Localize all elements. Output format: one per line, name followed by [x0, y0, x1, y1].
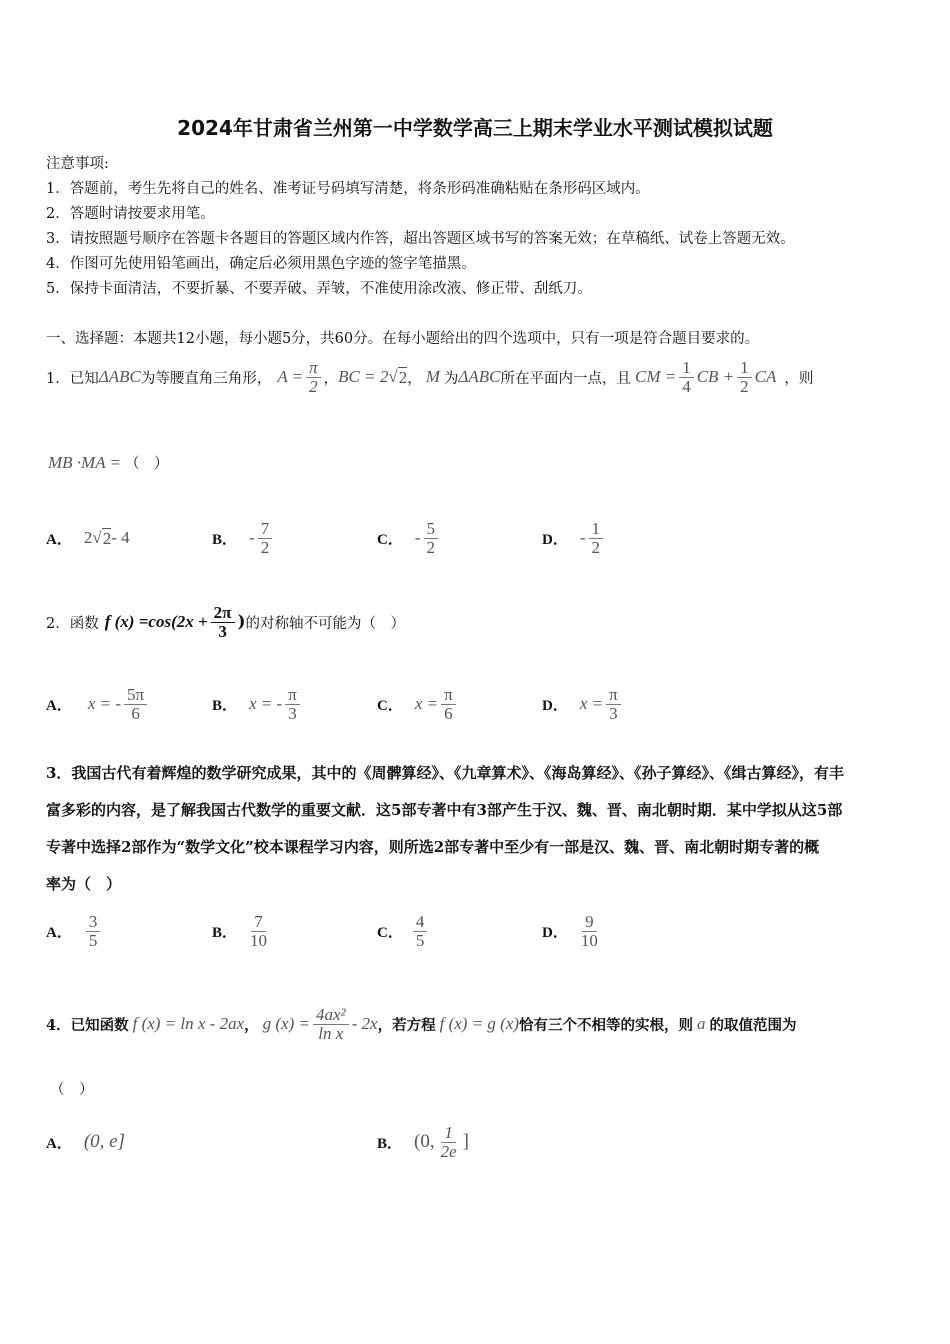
fraction-denominator: 3	[609, 703, 618, 723]
q4-text: 恰有三个不相等的实根，则	[519, 1016, 694, 1034]
q1-vector-cm: CM =	[634, 367, 677, 386]
q4-equation: f (x) = g (x)	[439, 1014, 520, 1033]
fraction-numerator: 9	[582, 913, 597, 932]
question-1-stem	[46, 352, 813, 402]
fraction-denominator: 6	[131, 703, 140, 723]
section-heading: 一、选择题：本题共12小题，每小题5分，共60分。在每小题给出的四个选项中，只有一项是符合题目要求的。	[46, 331, 760, 347]
option-lhs: x =	[414, 694, 439, 713]
option-a[interactable]	[46, 905, 103, 957]
option-label: A．	[46, 697, 72, 714]
q1-point: M	[425, 367, 440, 386]
fraction-numerator: π	[306, 359, 321, 378]
option-value: ]	[462, 1131, 469, 1152]
option-fraction	[86, 913, 101, 950]
q1-text: ，	[407, 370, 422, 387]
option-d[interactable]	[542, 905, 604, 957]
option-b[interactable]	[212, 678, 303, 730]
fraction-denominator: 2	[260, 537, 270, 557]
sqrt-symbol: √	[92, 528, 102, 547]
option-label: B．	[212, 697, 238, 714]
option-c[interactable]	[377, 905, 430, 957]
fraction-numerator: 5	[424, 520, 439, 539]
fraction-denominator: 4	[682, 376, 691, 396]
option-lhs: x =	[579, 694, 604, 713]
fraction-numerator: 4	[413, 913, 428, 932]
note-item: 2．答题时请按要求用笔。	[46, 206, 215, 222]
fraction-denominator: 2	[740, 376, 749, 396]
option-sign: -	[579, 528, 586, 547]
option-fraction	[441, 686, 456, 723]
option-b[interactable]	[212, 512, 275, 564]
fraction-numerator: 1	[679, 359, 694, 378]
note-item: 3．请按照题号顺序在答题卡各题目的答题区域内作答，超出答题区域书写的答案无效；在草稿纸、试卷上答题无效。	[46, 231, 795, 247]
option-label: D．	[542, 697, 568, 714]
fraction-denominator: 3	[218, 621, 227, 641]
option-label: C．	[377, 697, 403, 714]
q1-vector-cb: CB +	[696, 367, 735, 386]
option-fraction	[124, 686, 147, 723]
q4-fraction	[313, 1006, 349, 1043]
fraction-denominator: ln x	[318, 1023, 344, 1043]
q1-angle-lhs: A =	[277, 367, 304, 386]
fraction-numerator: 5π	[124, 686, 147, 705]
fraction-denominator: 5	[415, 930, 425, 950]
question-3-line: 专著中选择2部作为“数学文化”校本课程学习内容，则所选2部专著中至少有一部是汉、魏、晋、南北朝时期专著的概	[46, 838, 820, 856]
option-fraction	[589, 520, 604, 557]
option-sign: -	[249, 528, 255, 547]
fraction-numerator: 2π	[211, 604, 235, 623]
q4-parameter: a	[697, 1014, 706, 1033]
q2-function: f (x) =cos(2x +	[104, 612, 208, 631]
q4-text: ，若方程	[377, 1016, 436, 1034]
option-c[interactable]	[377, 678, 459, 730]
option-a[interactable]	[46, 678, 150, 730]
fraction-numerator: π	[441, 686, 456, 705]
q4-text: 的取值范围为	[709, 1016, 797, 1034]
q2-text: 的对称轴不可能为（ ）	[245, 615, 406, 632]
q1-angle-fraction	[306, 359, 321, 396]
note-item: 5．保持卡面清洁，不要折暴、不要弄破、弄皱，不准使用涂改液、修正带、刮纸刀。	[46, 281, 592, 297]
option-lhs: x = -	[87, 694, 122, 713]
option-value: (0,	[414, 1131, 435, 1152]
option-fraction	[438, 1124, 460, 1161]
option-fraction	[285, 686, 300, 723]
option-value: 2	[102, 528, 112, 548]
question-2-stem	[46, 596, 405, 648]
option-label: A．	[46, 924, 72, 941]
fraction-numerator: 1	[737, 359, 752, 378]
q1-fraction	[679, 359, 694, 396]
option-lhs: x = -	[249, 694, 283, 713]
q1-text: 1．已知	[46, 370, 99, 387]
fraction-denominator: 2	[426, 537, 436, 557]
option-label: B．	[212, 531, 238, 548]
q1-text: 所在平面内一点，且	[500, 370, 631, 387]
option-d[interactable]	[542, 678, 624, 730]
option-c[interactable]	[377, 512, 441, 564]
q2-fraction	[211, 604, 235, 641]
note-item: 4．作图可先使用铅笔画出，确定后必须用黑色字迹的签字笔描黑。	[46, 256, 476, 272]
option-label: B．	[212, 924, 238, 941]
note-item: 1．答题前，考生先将自己的姓名、准考证号码填写清楚，将条形码准确粘贴在条形码区域内。	[46, 181, 650, 197]
q3-options	[46, 905, 906, 957]
q1-text: ，则	[784, 370, 814, 387]
option-value: - 4	[111, 528, 130, 547]
q1-triangle: ΔABC	[458, 367, 501, 386]
q4-function-g-tail: - 2x	[351, 1014, 378, 1033]
option-b[interactable]	[377, 1114, 469, 1170]
answer-paren: （ ）	[125, 456, 169, 472]
option-fraction	[413, 913, 428, 950]
q4-text: ，	[244, 1016, 259, 1034]
option-value: 2	[83, 528, 93, 547]
q2-options	[46, 678, 906, 730]
fraction-denominator: 3	[288, 703, 297, 723]
q1-bc: BC = 2	[338, 367, 389, 386]
q4-options	[46, 1114, 906, 1170]
q1-fraction	[737, 359, 752, 396]
option-fraction	[258, 520, 273, 557]
sqrt-symbol: √	[388, 367, 398, 386]
fraction-numerator: 1	[589, 520, 604, 539]
q1-triangle: ΔABC	[98, 367, 141, 386]
option-value: (0, e]	[83, 1131, 125, 1152]
option-fraction	[606, 686, 621, 723]
q2-close-paren: )	[237, 612, 246, 632]
option-b[interactable]	[212, 905, 273, 957]
option-label: D．	[542, 531, 568, 548]
page-title: 2024年甘肃省兰州第一中学数学高三上期末学业水平测试模拟试题	[177, 116, 773, 140]
fraction-numerator: 4ax²	[313, 1006, 349, 1025]
q4-function-f: f (x) = ln x - 2ax	[132, 1014, 245, 1033]
question-3-line: 率为（ ）	[46, 875, 122, 893]
fraction-denominator: 6	[444, 703, 453, 723]
option-label: A．	[46, 1135, 72, 1152]
fraction-numerator: π	[606, 686, 621, 705]
q1-options	[46, 512, 906, 564]
option-fraction	[247, 913, 270, 950]
notes-heading: 注意事项:	[46, 156, 109, 172]
option-label: B．	[377, 1135, 403, 1152]
q4-function-g: g (x) =	[262, 1014, 310, 1033]
answer-paren: （ ）	[50, 1082, 94, 1098]
fraction-denominator: 5	[88, 930, 98, 950]
fraction-numerator: 3	[86, 913, 101, 932]
q2-text: 2．函数	[46, 615, 99, 632]
q1-text: ，	[323, 370, 339, 387]
fraction-denominator: 2	[309, 376, 318, 396]
fraction-numerator: 7	[251, 913, 266, 932]
option-label: C．	[377, 924, 403, 941]
q1-text: 为	[443, 370, 459, 387]
q1-text: 为等腰直角三角形，	[140, 370, 272, 387]
option-d[interactable]	[542, 512, 606, 564]
option-a[interactable]	[46, 512, 130, 564]
fraction-denominator: 10	[580, 930, 598, 950]
fraction-numerator: 7	[258, 520, 273, 539]
question-1-dot	[46, 452, 169, 473]
q4-text: 4．已知函数	[46, 1016, 129, 1034]
fraction-numerator: π	[285, 686, 300, 705]
q1-dot-product: MB ·MA =	[48, 452, 122, 472]
fraction-denominator: 2e	[440, 1141, 457, 1161]
fraction-numerator: 1	[441, 1124, 456, 1143]
q1-bc-root: 2	[398, 367, 408, 387]
option-label: A．	[46, 531, 72, 548]
q1-vector-ca: CA	[754, 367, 777, 386]
question-3-line: 3．我国古代有着辉煌的数学研究成果，其中的《周髀算经》、《九章算术》、《海岛算经》、《孙子算经》、《缉古算经》，有丰	[46, 764, 844, 782]
question-4-stem	[46, 997, 797, 1051]
option-fraction	[424, 520, 439, 557]
option-fraction	[578, 913, 601, 950]
option-a[interactable]	[46, 1114, 125, 1170]
option-label: D．	[542, 924, 568, 941]
option-label: C．	[377, 531, 403, 548]
fraction-denominator: 10	[250, 930, 268, 950]
option-sign: -	[414, 528, 421, 547]
fraction-denominator: 2	[591, 537, 601, 557]
question-3-line: 富多彩的内容，是了解我国古代数学的重要文献．这5部专著中有3部产生于汉、魏、晋、南北朝时期．某中学拟从这5部	[46, 801, 843, 819]
